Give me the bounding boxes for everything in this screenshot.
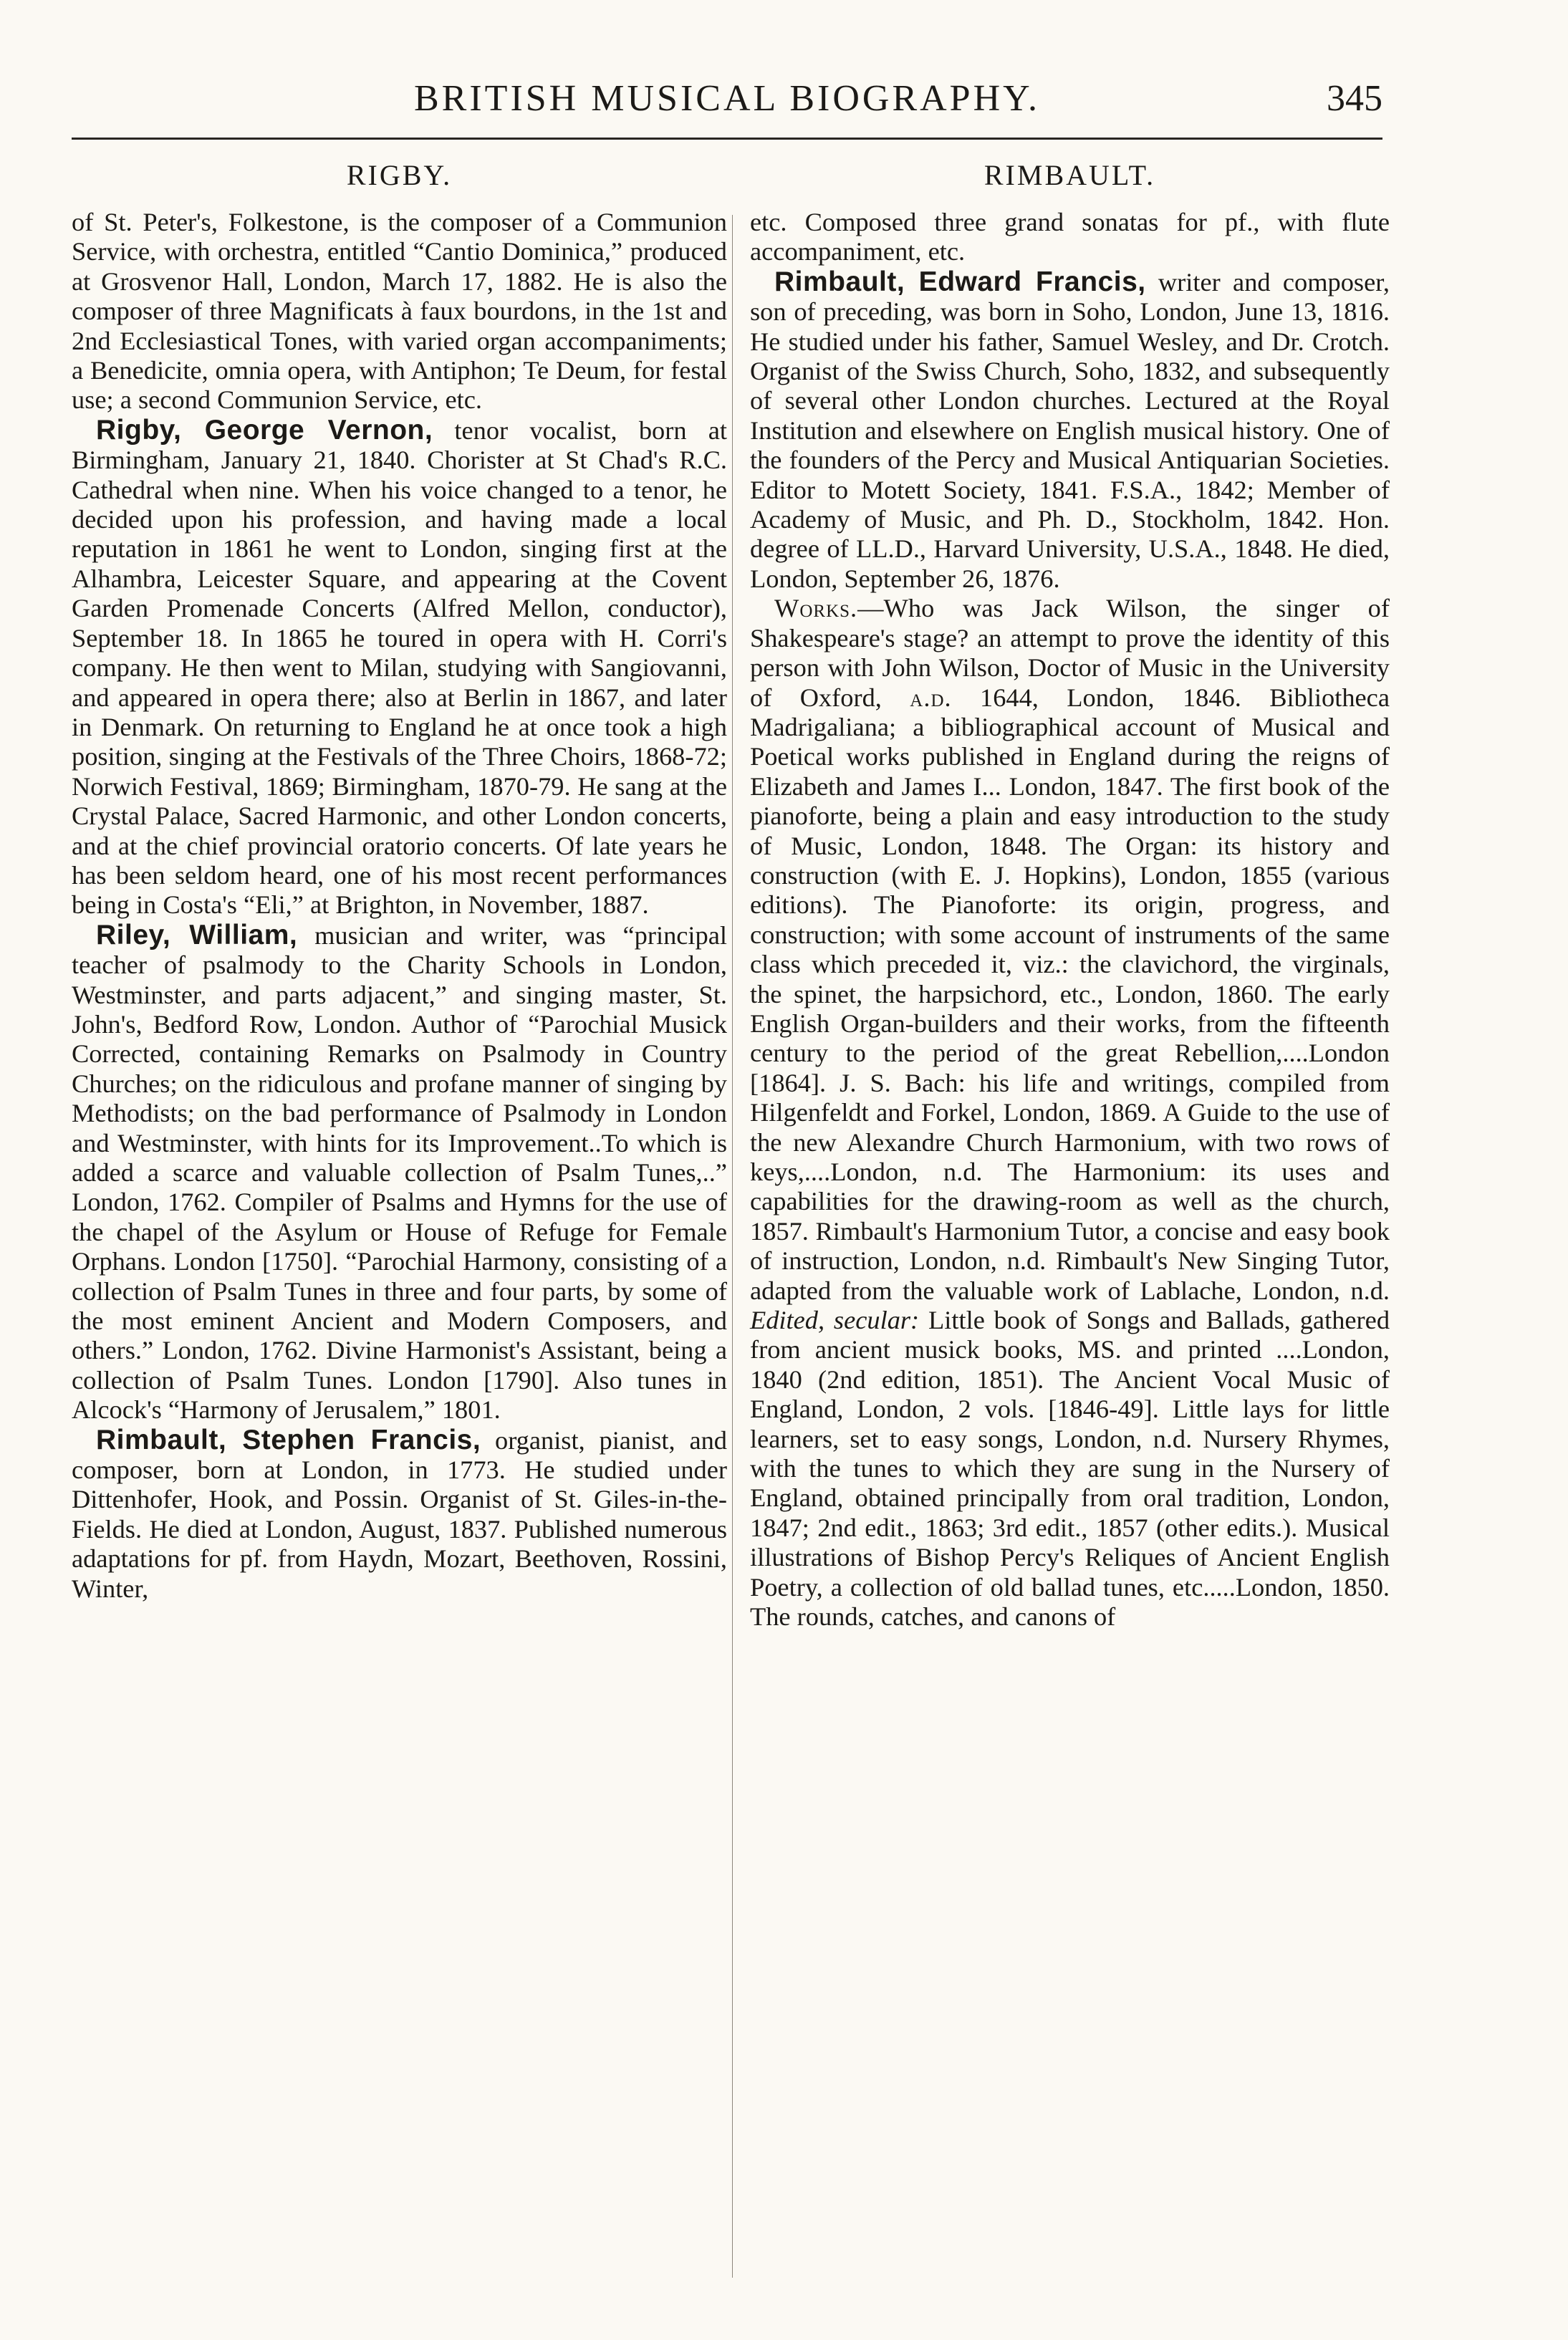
works-list <box>750 594 1390 1632</box>
edited-secular-label: Edited, secular: <box>750 1306 920 1335</box>
entry-text: musician and writer, was “principal teacher of psalmody to the Charity Schools in London, Westminster, and parts adjacent,” and singing master, St. John's, Bedford Row, London. Author of “Parochial Musick Corrected, containing Remarks on Psalmody in Country Churches; on the ridiculous and profane manner of singing by Methodists; on the bad performance of Psalmody in London and Westminster, with hints for its Improvement..To which is added a scarce and valuable collection of Psalm Tunes,..” London, 1762. Compiler of Psalms and Hymns for the use of the chapel of the Asylum or House of Refuge for Female Orphans. London [1750]. “Parochial Harmony, consisting of a collection of Psalm Tunes in three and four parts, by some of the most eminent Ancient and Modern Composers, and others.” London, 1762. Divine Harmonist's Assistant, being a collection of Psalm Tunes. London [1790]. Also tunes in Alcock's “Harmony of Jerusalem,” 1801. <box>72 920 727 1425</box>
continued-entry-text: of St. Peter's, Folkestone, is the composer of a Communion Service, with orchestra, entitled “Cantio Dominica,” produced at Grosvenor Hall, London, March 17, 1882. He is also the composer of three Magnificats à faux bourdons, in the 1st and 2nd Ecclesiastical Tones, with varied organ accompaniments; a Benedicite, omnia opera, with Antiphon; Te Deum, for festal use; a second Communion Service, etc. <box>72 208 727 415</box>
entry-text: organist, pianist, and composer, born at London, in 1773. He studied under Dittenhofer, Hook, and Possin. Organist of St. Giles-in-the-Fields. He died at London, August, 1837. Published numerous adaptations for pf. from Haydn, Mozart, Beethoven, Rossini, Winter, <box>72 1425 727 1603</box>
anno-domini: a.d. <box>910 683 952 712</box>
works-text: —Who was Jack Wilson, the singer of Shakespeare's stage? an attempt to prove the identity of this person with John Wilson, Doctor of Music in the University of Oxford, <box>750 594 1390 712</box>
left-column <box>72 159 727 1604</box>
entry-headword: Rimbault, Edward Francis, <box>774 266 1146 297</box>
right-column <box>750 159 1390 1632</box>
entry-headword: Rigby, George Vernon, <box>96 414 433 446</box>
entry-text: tenor vocalist, born at Birmingham, January 21, 1840. Chorister at St Chad's R.C. Cathedral when nine. When his voice changed to a tenor, he decided upon his profession, and having made a local reputation in 1861 he went to London, singing first at the Alhambra, Leicester Square, and appearing at the Covent Garden Promenade Concerts (Alfred Mellon, conductor), September 18. In 1865 he toured in opera with H. Corri's company. He then went to Milan, studying with Sangiovanni, and appeared in opera there; also at Berlin in 1867, and later in Denmark. On returning to England he at once took a high position, singing at the Festivals of the Three Choirs, 1868-72; Norwich Festival, 1869; Birmingham, 1870-79. He sang at the Crystal Palace, Sacred Harmonic, and other London concerts, and at the chief provincial oratorio concerts. Of late years he has been seldom heard, one of his most recent performances being in Costa's “Eli,” at Brighton, in November, 1887. <box>72 415 727 920</box>
works-label: Works. <box>774 594 858 623</box>
biography-entry <box>750 267 1390 594</box>
running-title: BRITISH MUSICAL BIOGRAPHY. <box>414 78 1040 119</box>
biography-entry <box>72 920 727 1425</box>
column-divider <box>732 215 733 2278</box>
right-column-heading: RIMBAULT. <box>983 159 1156 191</box>
running-head <box>72 77 1382 135</box>
entry-headword: Riley, William, <box>96 919 298 950</box>
header-rule <box>72 138 1382 140</box>
left-column-heading: RIGBY. <box>346 159 453 191</box>
entry-headword: Rimbault, Stephen Francis, <box>96 1424 481 1455</box>
continued-entry-text: etc. Composed three grand sonatas for pf., with flute accompaniment, etc. <box>750 208 1390 266</box>
works-text: 1644, London, 1846. Bibliotheca Madrigaliana; a bibliographical account of Musical and Poetical works published in England during the reigns of Elizabeth and James I... London, 1847. The first book of the pianoforte, being a plain and easy introduction to the study of Music, London, 1848. The Organ: its history and construction (with E. J. Hopkins), London, 1855 (various editions). The Pianoforte: its origin, progress, and construction; with some account of instruments of the same class which preceded it, viz.: the clavichord, the virginals, the spinet, the harpsichord, etc., London, 1860. The early English Organ-builders and their works, from the fifteenth century to the period of the great Rebellion,....London [1864]. J. S. Bach: his life and writings, compiled from Hilgenfeldt and Forkel, London, 1869. A Guide to the use of the new Alexandre Church Harmonium, with two rows of keys,....London, n.d. The Harmonium: its uses and capabilities for the drawing-room as well as the church, 1857. Rimbault's Harmonium Tutor, a concise and easy book of instruction, London, n.d. Rimbault's New Singing Tutor, adapted from the valuable work of Lablache, London, n.d. <box>750 683 1390 1305</box>
page-number: 345 <box>1327 78 1382 119</box>
entry-text: writer and composer, son of preceding, was born in Soho, London, June 13, 1816. He studied under his father, Samuel Wesley, and Dr. Crotch. Organist of the Swiss Church, Soho, 1832, and subsequently of several other London churches. Lectured at the Royal Institution and elsewhere on English musical history. One of the founders of the Percy and Musical Antiquarian Societies. Editor to Motett Society, 1841. F.S.A., 1842; Member of Academy of Music, and Ph. D., Stockholm, 1842. Hon. degree of LL.D., Harvard University, U.S.A., 1848. He died, London, September 26, 1876. <box>750 267 1390 593</box>
biography-entry <box>72 1425 727 1604</box>
biography-entry <box>72 415 727 920</box>
works-text: Little book of Songs and Ballads, gathered from ancient musick books, MS. and printed ....London, 1840 (2nd edition, 1851). The Ancient Vocal Music of England, London, 2 vols. [1846-49]. Little lays for little learners, set to easy songs, London, n.d. Nursery Rhymes, with the tunes to which they are sung in the Nursery of England, obtained principally from oral tradition, London, 1847; 2nd edit., 1863; 3rd edit., 1857 (other edits.). Musical illustrations of Bishop Percy's Reliques of Ancient English Poetry, a collection of old ballad tunes, etc.....London, 1850. The rounds, catches, and canons of <box>750 1306 1390 1632</box>
